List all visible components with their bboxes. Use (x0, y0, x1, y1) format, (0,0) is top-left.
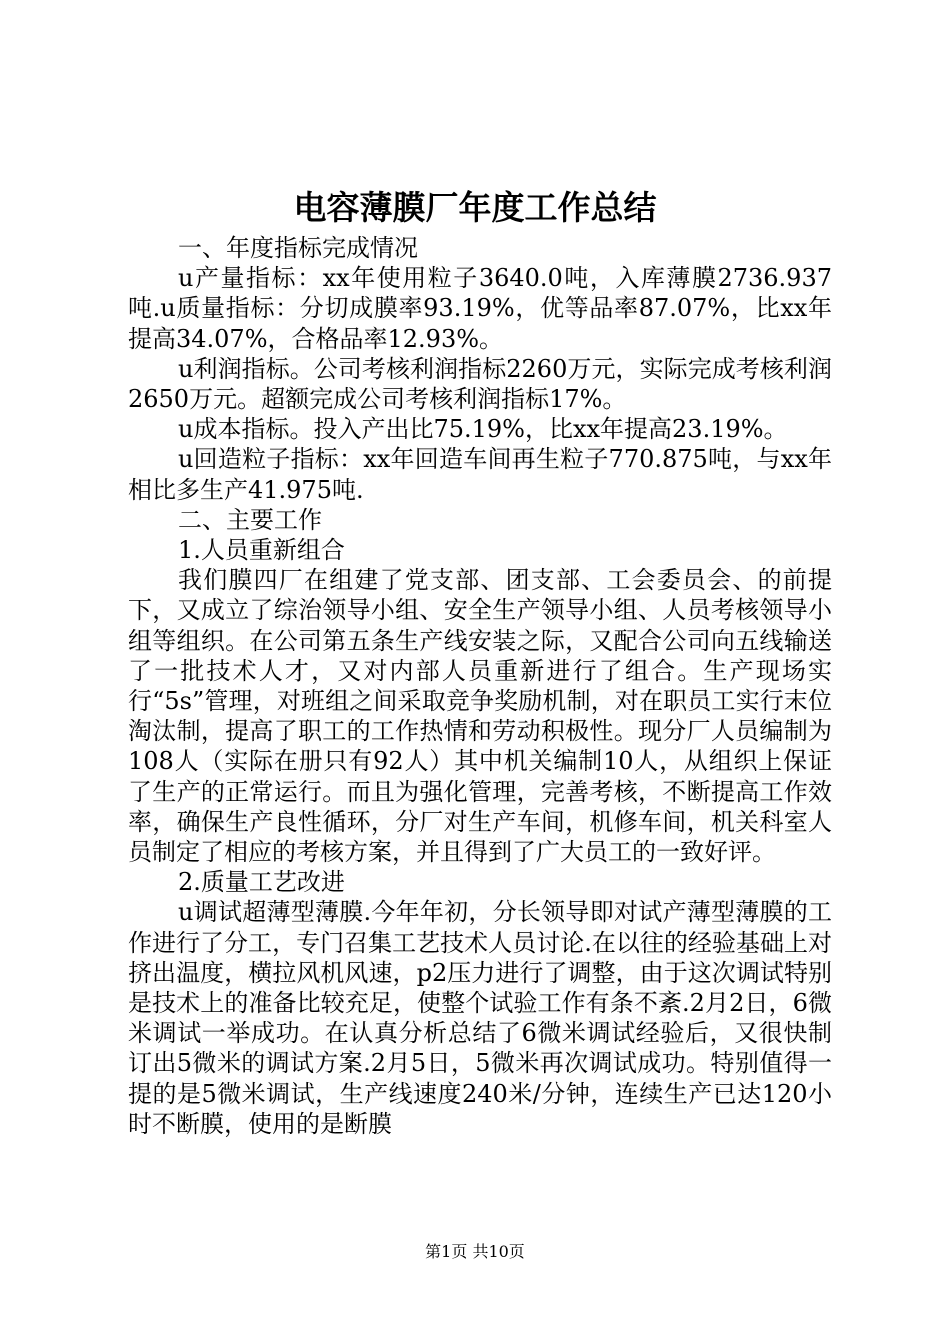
page-number-footer: 第1页 共10页 (425, 1242, 525, 1261)
section-heading: 一、年度指标完成情况 (178, 234, 418, 262)
subsection-heading: 1.人员重新组合 (178, 536, 345, 565)
paragraph: u回造粒子指标：xx年回造车间再生粒子770.875吨，与xx年相比多生产41.975吨. (128, 445, 832, 504)
document-title: 电容薄膜厂年度工作总结 (293, 188, 657, 227)
paragraph: u利润指标。公司考核利润指标2260万元，实际完成考核利润2650万元。超额完成公司考核利润指标17%。 (128, 354, 832, 414)
section-heading: 二、主要工作 (178, 505, 322, 534)
paragraph: 我们膜四厂在组建了党支部、团支部、工会委员会、的前提下，又成立了综治领导小组、安全生产领导小组、人员考核领导小组等组织。在公司第五条生产线安装之际，又配合公司向五线输送了一批技术人才，又对内部人员重新进行了组合。生产现场实行“5s”管理，对班组之间采取竞争奖励机制，对在职员工实行末位淘汰制，提高了职工的工作热情和劳动积极性。现分厂人员编制为108人（实际在册只有92人）其中机关编制10人，从组织上保证了生产的正常运行。而且为强化管理，完善考核，不断提高工作效率，确保生产良性循环，分厂对生产车间，机修车间，机关科室人员制定了相应的考核方案，并且得到了广大员工的一致好评。 (128, 566, 832, 867)
subsection-heading: 2.质量工艺改进 (178, 868, 345, 897)
document-body (128, 233, 832, 1139)
paragraph: u产量指标：xx年使用粒子3640.0吨，入库薄膜2736.937吨.u质量指标：分切成膜率93.19%，优等品率87.07%，比xx年提高34.07%，合格品率12.93%。 (128, 264, 832, 353)
paragraph: u成本指标。投入产出比75.19%，比xx年提高23.19%。 (178, 415, 788, 444)
paragraph: u调试超薄型薄膜.今年年初，分长领导即对试产薄型薄膜的工作进行了分工，专门召集工艺技术人员讨论.在以往的经验基础上对挤出温度，横拉风机风速，p2压力进行了调整，由于这次调试特别是技术上的准备比较充足，使整个试验工作有条不紊.2月2日，6微米调试一举成功。在认真分析总结了6微米调试经验后，又很快制订出5微米的调试方案.2月5日，5微米再次调试成功。特别值得一提的是5微米调试，生产线速度240米/分钟，连续生产已达120小时不断膜，使用的是断膜 (128, 898, 832, 1138)
